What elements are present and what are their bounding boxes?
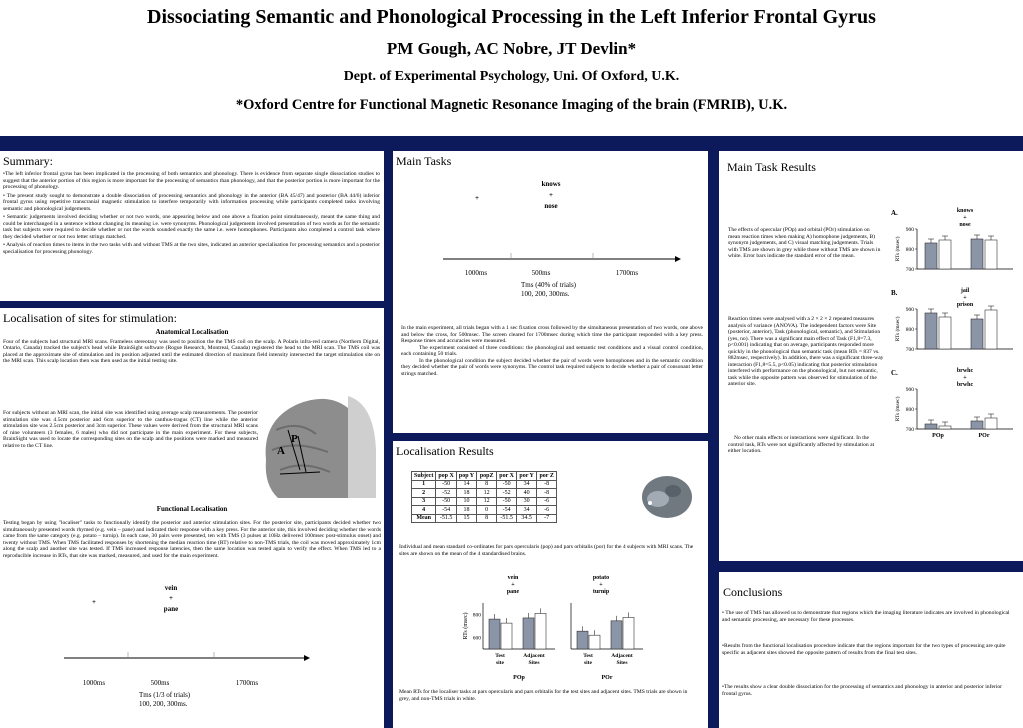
table-cell: 12 [477,497,497,506]
table-cell: 34 [517,480,537,489]
table-cell: Mean [412,514,436,523]
mean-brain-image [638,469,694,527]
table-cell: -54 [436,506,457,515]
condition-label: prison [956,302,974,308]
bar [925,243,937,269]
x-tick-label: site [496,660,504,666]
bar [985,240,997,269]
condition-label: + [599,582,603,588]
fixation-cross: + [475,194,479,202]
fixation-cross: + [92,598,96,606]
x-tick-label: Test [583,653,593,659]
table-header-cell: popZ [477,472,497,481]
stimulus-word-bottom: pane [163,605,179,613]
summary-panel [0,151,384,301]
condition-label: nose [959,222,971,228]
table-cell: -50 [497,480,517,489]
main-tasks-paragraph: In the main experiment, all trials began with a 1 sec fixation cross followed by the simultaneous presentation of two words, one above and below the cross, for 500msec. The screen cleared for 1700msec during which time the participant responded with a key press. Response times and accuracies were measured. [401,325,703,344]
functional-title: Functional Localisation [156,505,228,513]
conclusions-title: Conclusions [723,585,783,599]
main-tasks-title: Main Tasks [396,154,452,168]
y-axis-label: RTs (msec) [895,396,901,422]
table-header-cell: pop Y [456,472,476,481]
bar [589,635,600,649]
x-tick-label: site [584,660,592,666]
table-header-cell: por Y [517,472,537,481]
table-cell: -50 [436,480,457,489]
group-label: POp [513,675,525,681]
bar [985,418,997,429]
table-cell: 15 [456,514,476,523]
summary-paragraph: • Analysis of reaction times to items in the two tasks with and without TMS at the two sites, indicated an anterior specialisation for processing semantics and a posterior specialisation for processing phonology. [3,242,380,255]
bar [971,319,983,349]
stimulus-plus: + [549,191,553,199]
timeline-label: 1700ms [235,679,259,687]
poster-authors: PM Gough, AC Nobre, JT Devlin* [386,39,637,58]
summary-paragraph: • The present study sought to demonstrate a double dissociation of processing semantics and phonology in the anterior (BA 45/47) and posterior (BA 44/6) inferior frontal gyrus using repetitive transcranial magnetic stimulation to interfere temporarily with information processing while participants completed tasks involving semantic and phonological judgements. [3,192,380,212]
y-tick-label: 900 [905,387,914,393]
bar [939,317,951,349]
summary-paragraph: • Semantic judgements involved deciding whether or not two words, one appearing below and one above a fixation point simultaneously, meant the same thing and could be interchanged in a sentence without changing its meaning i.e. were synonyms. Phonological judgements involved presentation of two words as for the semantic task but subjects were required to decide whether or not the words sounded exactly the same i.e. were homophones. Participants also completed a control task where they decided whether or not two letter strings matched. [3,214,380,240]
table-cell: 30 [517,497,537,506]
table-header-cell: por Z [537,472,557,481]
bar [535,613,546,649]
table-row [412,506,557,515]
tms-note: Tms (1/3 of trials) 100, 200, 300ms. [139,691,191,708]
timeline-label: 1000ms [464,269,488,277]
anatomical-paragraph: Four of the subjects had structural MRI scans. Frameless stereotaxy was used to position the the TMS coil on the scalp. A Polaris infra-red camera (Northern Digital, Ontario, Canada) tracked the subject's head while BrainSight software (Rogue Research, Montreal, Canada) registered the head to the MRI scan. The TMS coil was placed at the approximate site of stimulation and its position adjusted until the estimated direction of maximum field intensity intersected the target stimulation site on the MRI scan. This scalp location then was then used as the initial testing site. [3,338,380,364]
main-tasks-panel [393,151,708,433]
table-header-cell: por X [497,472,517,481]
bar [925,424,937,429]
functional-paragraph: Testing began by using "localiser" tasks to functionally identify the posterior and anterior stimulation sites. For the posterior site, participants decided whether two simultaneously presented words rhymed (e.g. vein – pane) and indicated their response with a key press. For the anterior site, this involved deciding whether the words came from the same category (e.g. potato – turnip). In each case, 30 pairs were presented, ten with TMS (3 pulses at 10Hz delivered 100msec post-stimulus onset) and twenty without TMS. When TMS facilitated responses by shortening the median reaction time (RT) relative to non-TMS trials, the coil was moved approximately 1cm along the scalp and another site was tested. If TMS increased response latencies, then the same location was tested again to verify the effect. When TMS led to a reproducible increase in RTs, that site was marked, measured, and used for the main experiment. [3,520,381,559]
table-cell: 2 [412,489,436,498]
bar [971,239,983,269]
table-header-cell: Subject [412,472,436,481]
table-cell: 8 [477,514,497,523]
table-cell: -8 [537,489,557,498]
bar [523,618,534,649]
brain-label-a: A [277,445,285,457]
bar [971,421,983,429]
y-axis-label: RTs (msec) [463,612,469,640]
poster-affiliation-fmrib: *Oxford Centre for Functional Magnetic Resonance Imaging of the brain (FMRIB), U.K. [235,97,788,113]
timeline-label: 1000ms [82,679,106,687]
table-cell: -50 [497,497,517,506]
table-cell: 0 [477,506,497,515]
main-tasks-paragraph: The experiment consisted of three conditions: the phonological and semantic test conditions and a visual control condition, each containing 50 trials. [401,344,703,357]
stimulus-word-top: knows [541,180,561,188]
table-cell: 40 [517,489,537,498]
condition-label: turnip [592,589,610,595]
bar [611,621,622,649]
condition-label: + [963,215,967,221]
table-cell: 14 [456,480,476,489]
brain-scalp-image [258,390,378,500]
y-tick-label: 800 [472,612,481,619]
y-tick-label: 700 [905,347,914,353]
main-results-panel [719,151,1023,561]
y-tick-label: 900 [905,227,914,233]
x-tick-label: POp [932,433,944,439]
stimulus-plus: + [169,594,173,602]
localiser-rt-chart [457,573,647,683]
x-tick-label: Sites [616,660,628,666]
table-cell: -52 [436,489,457,498]
panel-label: B. [891,289,898,297]
conclusions-panel [719,572,1023,728]
stimulus-word-top: vein [164,584,178,592]
table-cell: 4 [412,506,436,515]
table-row [412,480,557,489]
y-tick-label: 800 [905,407,914,413]
table-cell: 34.5 [517,514,537,523]
group-label: POr [601,675,613,681]
localisation-results-title: Localisation Results [396,444,494,458]
condition-label: knows [956,208,974,214]
bar [501,623,512,649]
table-row [412,489,557,498]
panel-label: A. [891,209,898,217]
localisation-results-panel [393,441,708,728]
table-cell: 18 [456,489,476,498]
table-row [412,514,557,523]
panel-label: C. [891,369,898,377]
table-header-cell: pop X [436,472,457,481]
results-paragraph: Reaction times were analysed with a 2 × 2 × 2 repeated measures analysis of variance (ANOVA). The independent factors were Site (posterior, anterior), Task (phonological, semantic), and Stimulation (yes, no). There was a significant main effect of Task (F1,8=7.3, p<0.001) indicating that on average, participants responded more quickly in the phonological than semantic task (mean RTs = 837 vs. 882msec, respectively). In addition, there was a significant three-way interaction (F1,8=5.5, p<0.05) indicating that posterior stimulation interfered with performance on the phonological, but not semantic, task while the opposite pattern was observed for stimulation of the anterior site. [728,316,884,387]
condition-label: + [963,375,967,381]
main-results-title: Main Task Results [727,160,816,174]
summary-paragraph: •The left inferior frontal gyrus has been implicated in the processing of both semantics and phonology. There is evidence from separate single dissociation studies to suggest that the anterior portion of this region is more important for the processing of semantics than phonology, and that the posterior portion is more important for the processing of phonology. [3,171,380,190]
results-paragraph: No other main effects or interactions were significant. In the control task, RTs were not significantly affected by stimulation at either location. [728,435,875,454]
y-tick-label: 800 [905,247,914,253]
timeline-label: 500ms [150,679,170,687]
condition-label: vein [507,575,519,581]
condition-label: potato [592,575,610,581]
table-cell: 18 [456,506,476,515]
y-axis-label: RTs (msec) [895,236,901,262]
condition-label: brwhc [956,382,974,388]
bar [939,426,951,429]
bar [623,617,634,649]
tms-note: Tms (40% of trials) 100, 200, 300ms. [521,281,577,298]
table-row [412,497,557,506]
x-tick-label: Sites [528,660,540,666]
y-tick-label: 700 [905,427,914,433]
table-cell: 34 [517,506,537,515]
bar [985,310,997,349]
bar [489,619,500,649]
table-cell: 3 [412,497,436,506]
table-cell: -8 [537,480,557,489]
anatomical-title: Anatomical Localisation [155,328,229,336]
poster-affiliation: Dept. of Experimental Psychology, Uni. Of Oxford, U.K. [343,69,680,84]
table-cell: -50 [436,497,457,506]
table-caption: Individual and mean standard co-ordinates for pars opercularis (pop) and pars orbitalis (por) for the 4 subjects with MRI scans. The sites are shown on the mean of the 4 standardised brains. [399,544,694,557]
bar [925,313,937,349]
poster-title: Dissociating Semantic and Phonological Processing in the Left Inferior Frontal Gyrus [147,6,876,28]
y-tick-label: 700 [905,267,914,273]
bar [939,240,951,269]
coordinates-table [411,471,557,523]
y-tick-label: 600 [472,635,481,642]
y-tick-label: 800 [905,327,914,333]
table-cell: -51.5 [497,514,517,523]
timeline-label: 1700ms [615,269,639,277]
x-tick-label: Adjacent [611,653,633,659]
condition-label: + [511,582,515,588]
table-cell: -51.5 [436,514,457,523]
conclusion-paragraph: •The results show a clear double dissociation for the processing of semantics and phonology in anterior and posterior inferior frontal gyrus. [722,684,1003,697]
brain-label-p: P [291,433,298,445]
conclusion-paragraph: •Results from the functional localisation procedure indicate that the regions important for the two types of processing are quite specific as adjacent sites showed the opposite pattern of results from the final test sites. [722,643,1006,656]
localisation-title: Localisation of sites for stimulation: [3,311,177,325]
table-cell: 10 [456,497,476,506]
table-cell: -7 [537,514,557,523]
main-task-rt-chart [891,205,1019,447]
x-tick-label: Test [495,653,505,659]
poster-header [0,0,1023,136]
conclusion-paragraph: • The use of TMS has allowed us to demonstrate that regions which the imaging literature indicates are involved in phonological and semantic processing, are necessary for these processes. [722,610,1010,623]
condition-label: jail [960,288,970,294]
table-cell: -52 [497,489,517,498]
bar [577,631,588,649]
timeline-label: 500ms [531,269,551,277]
main-tasks-paragraph: In the phonological condition the subject decided whether the pair of words were homophones and in the semantic condition they decided whether the pair of words were synonyms. The control task required subjects to decide whether a pair of consonant letter strings matched. [401,357,703,377]
x-tick-label: POr [978,433,990,439]
table-cell: 12 [477,489,497,498]
condition-label: pane [506,589,520,595]
table-cell: 1 [412,480,436,489]
anatomical-paragraph: For subjects without an MRI scan, the initial site was identified using average scalp measurements. The posterior stimulation site was 4.5cm posterior and 6cm superior to the canthus-tragus (CT) line while the anterior stimulation site was 2.5cm posterior and 3cm superior. These values were derived from the structural MRI scans of nine volunteers (3 females, 6 males) who did not participate in the main experiment. For these subjects, BrainSight was used to locate the corresponding sites on the scalp and the positions were marked and measured relative to the CT line. [3,410,258,449]
table-cell: -54 [497,506,517,515]
condition-label: + [963,295,967,301]
summary-title: Summary: [3,154,53,168]
y-tick-label: 900 [905,307,914,313]
table-cell: -6 [537,506,557,515]
stimulus-word-bottom: nose [544,202,558,210]
condition-label: brwhc [956,368,974,374]
chart-caption: Mean RTs for the localiser tasks at pars opercularis and pars orbitalis for the test sites and adjacent sites. TMS trials are shown in grey, and non-TMS trials in white. [399,689,688,702]
table-cell: 8 [477,480,497,489]
localisation-panel [0,308,384,728]
results-paragraph: The effects of opercular (POp) and orbital (POr) stimulation on mean reaction times when making A) homophone judgements, B) synonym judgements, and C) visual matching judgements. Trials with TMS are shown in grey while those without TMS are shown in white. Error bars indicate the standard error of the mean. [728,227,881,259]
table-cell: -6 [537,497,557,506]
y-axis-label: RTs (msec) [895,316,901,342]
x-tick-label: Adjacent [523,653,545,659]
